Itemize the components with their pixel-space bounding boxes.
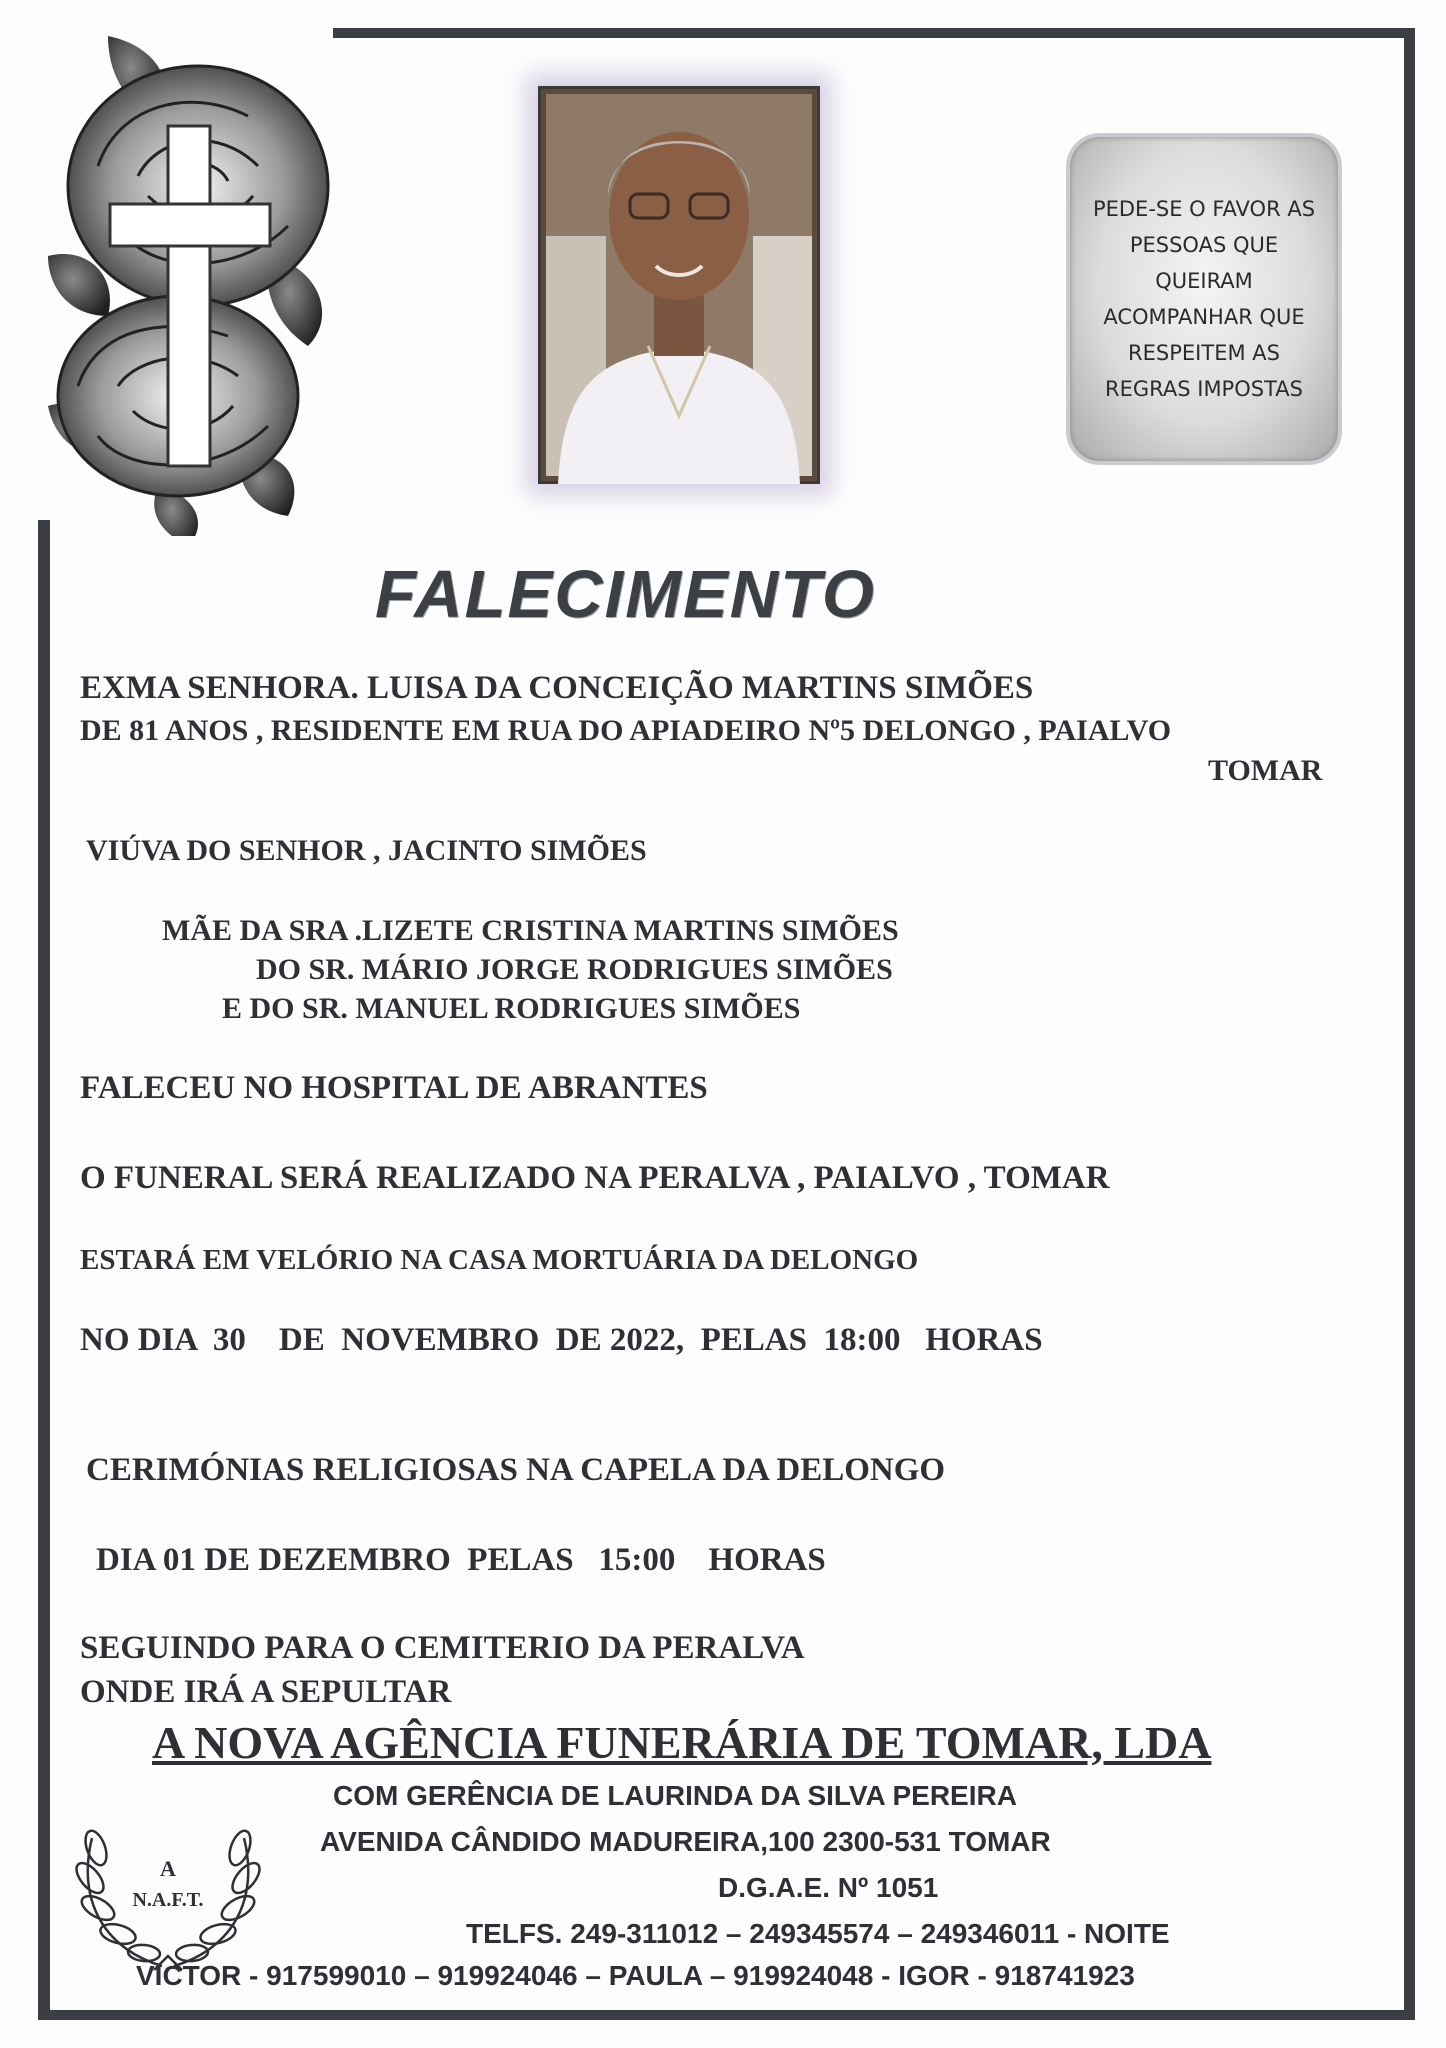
widow-line: VIÚVA DO SENHOR , JACINTO SIMÕES bbox=[86, 834, 647, 867]
page-title: FALECIMENTO bbox=[375, 557, 876, 632]
burial-line: SEGUINDO PARA O CEMITERIO DA PERALVA bbox=[80, 1630, 805, 1666]
child-line: MÃE DA SRA .LIZETE CRISTINA MARTINS SIMÕES bbox=[162, 914, 899, 947]
frame-top-border bbox=[333, 28, 1415, 38]
deceased-photo bbox=[538, 86, 820, 484]
burial-line: ONDE IRÁ A SEPULTAR bbox=[80, 1674, 452, 1710]
laurel-wreath-icon bbox=[62, 1788, 274, 1980]
agency-address: AVENIDA CÂNDIDO MADUREIRA,100 2300-531 TOMAR bbox=[320, 1826, 1051, 1857]
notice-line: RESPEITEM AS bbox=[1128, 341, 1280, 365]
logo-initials: N.A.F.T. bbox=[132, 1889, 204, 1911]
child-line: E DO SR. MANUEL RODRIGUES SIMÕES bbox=[222, 992, 801, 1025]
funeral-line: O FUNERAL SERÁ REALIZADO NA PERALVA , PAIALVO , TOMAR bbox=[80, 1160, 1110, 1196]
child-line: DO SR. MÁRIO JORGE RODRIGUES SIMÕES bbox=[256, 953, 893, 986]
ceremonies-line: CERIMÓNIAS RELIGIOSAS NA CAPELA DA DELONGO bbox=[86, 1452, 946, 1488]
deceased-age-residence: DE 81 ANOS , RESIDENTE EM RUA DO APIADEIRO Nº5 DELONGO , PAIALVO bbox=[80, 714, 1172, 747]
frame-left-border bbox=[38, 520, 50, 2020]
wake-line: ESTARÁ EM VELÓRIO NA CASA MORTUÁRIA DA DELONGO bbox=[80, 1244, 919, 1276]
wake-date-line: NO DIA 30 DE NOVEMBRO DE 2022, PELAS 18:00 HORAS bbox=[80, 1322, 1043, 1358]
notice-line: QUEIRAM bbox=[1155, 269, 1253, 293]
notice-line: PEDE-SE O FAVOR AS bbox=[1092, 197, 1316, 221]
roses-cross-illustration bbox=[38, 26, 338, 536]
notice-line: PESSOAS QUE bbox=[1129, 233, 1279, 257]
ceremony-date-line: DIA 01 DE DEZEMBRO PELAS 15:00 HORAS bbox=[96, 1542, 826, 1578]
agency-manager: COM GERÊNCIA DE LAURINDA DA SILVA PEREIRA bbox=[333, 1780, 1017, 1811]
agency-name: A NOVA AGÊNCIA FUNERÁRIA DE TOMAR, LDA bbox=[152, 1717, 1212, 1768]
frame-bottom-border bbox=[38, 2010, 1415, 2020]
frame-right-border bbox=[1404, 28, 1415, 2020]
died-at-line: FALECEU NO HOSPITAL DE ABRANTES bbox=[80, 1070, 708, 1106]
deceased-city: TOMAR bbox=[1208, 754, 1323, 787]
notice-box bbox=[1066, 133, 1342, 465]
agency-night-phones: VICTOR - 917599010 – 919924046 – PAULA – 919924048 - IGOR - 918741923 bbox=[136, 1960, 1135, 1991]
notice-line: REGRAS IMPOSTAS bbox=[1105, 377, 1303, 401]
deceased-name: EXMA SENHORA. LUISA DA CONCEIÇÃO MARTINS SIMÕES bbox=[80, 670, 1034, 706]
logo-letter: A bbox=[160, 1856, 176, 1881]
agency-phones: TELFS. 249-311012 – 249345574 – 249346011 - NOITE bbox=[466, 1918, 1170, 1949]
agency-dgae: D.G.A.E. Nº 1051 bbox=[718, 1872, 939, 1903]
notice-line: ACOMPANHAR QUE bbox=[1103, 305, 1305, 329]
